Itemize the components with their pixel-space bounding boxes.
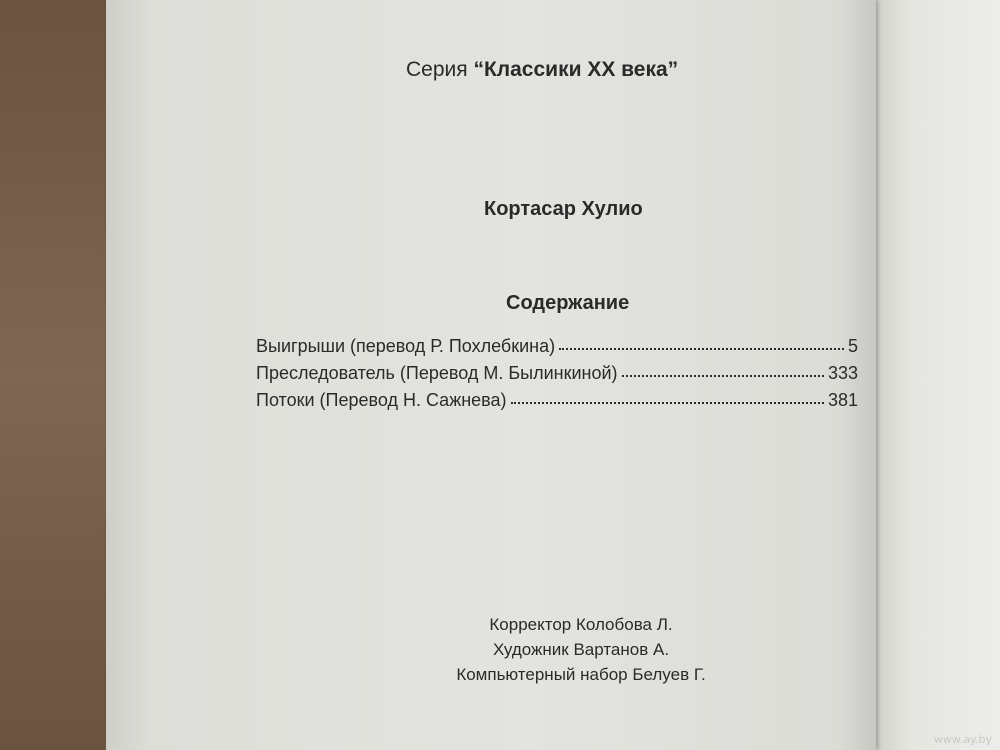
author-name: Кортасар Хулио [484,198,643,220]
toc-entry-page: 333 [827,363,858,383]
toc-leader-dots [511,402,824,404]
credit-proofreader: Корректор Колобова Л. [489,615,673,634]
toc-entry-page: 381 [827,390,858,410]
series-line [406,58,678,82]
series-prefix: Серия [406,58,474,81]
toc-entry-title: Потоки (Перевод Н. Сажнева) [256,390,507,410]
book-page [106,0,876,750]
cardboard-surface [0,0,112,750]
credit-typesetter: Компьютерный набор Белуев Г. [456,665,706,684]
credits-block [426,612,736,687]
toc-entry [256,390,858,417]
contents-heading: Содержание [506,292,630,314]
toc-leader-dots [622,375,824,377]
table-of-contents [256,336,858,417]
facing-page [872,0,1000,750]
credit-artist: Художник Вартанов А. [492,640,670,659]
toc-leader-dots [559,348,844,350]
toc-entry-title: Преследователь (Перевод М. Былинкиной) [256,363,618,383]
toc-entry-page: 5 [847,336,858,356]
watermark: www.ay.by [933,733,992,746]
series-name: “Классики XX века” [473,58,679,81]
toc-entry [256,336,858,363]
toc-entry [256,363,858,390]
toc-entry-title: Выигрыши (перевод Р. Похлебкина) [256,336,556,356]
